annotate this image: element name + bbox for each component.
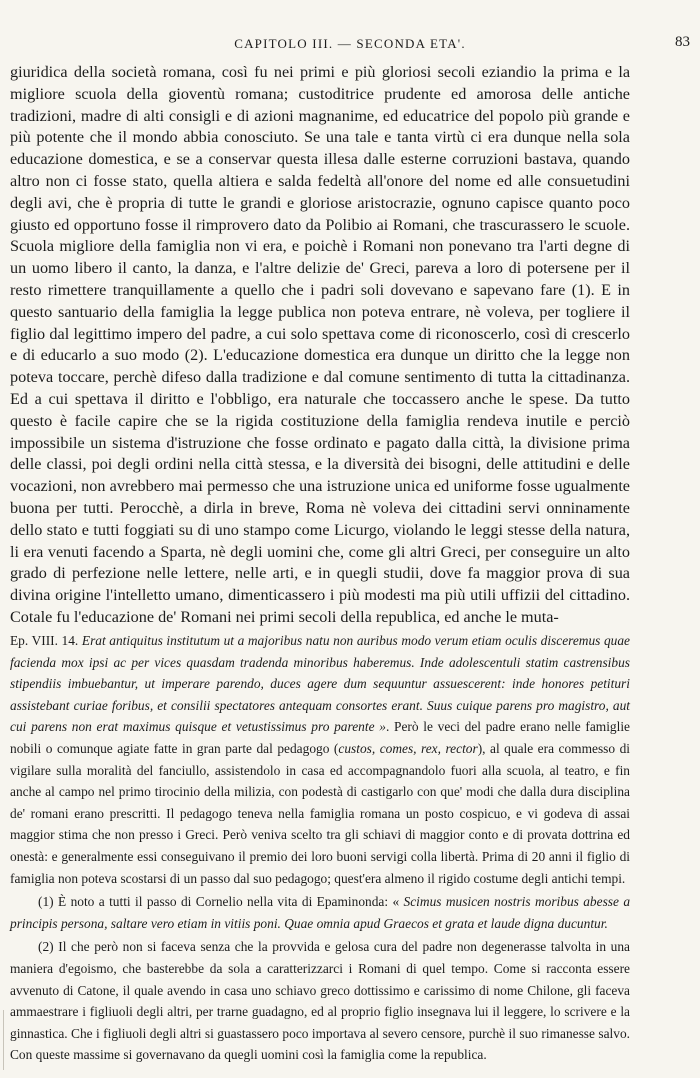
footnote-1 xyxy=(10,891,630,934)
footnote-1-text: È noto a tutti il passo di Cornelio nella vita di Epaminonda: « xyxy=(58,894,400,910)
footnote-epistle-ref: Ep. VIII. 14. xyxy=(10,633,79,648)
footnote-epistle xyxy=(10,630,630,889)
footnote-epistle-text-after: ), al quale era commesso di vigilare sulla moralità del fanciullo, assistendolo in casa ed accompagnandolo fuori alla scuola, al teatro, e fin anche al campo nel primo tirocinio della milizia, con podestà di castigarlo con que' modi che dalla dura disciplina de' romani erano prescritti. Il pedagogo teneva nella famiglia romana un posto cospicuo, e vi godeva di assai maggior stima che non presso i Greci. Però veniva scelto tra gli schiavi di maggior conto e di provata dottrina ed onestà: e generalmente essi conseguivano il premio dei loro buoni servigi colla libertà. Prima di 20 anni il figlio di famiglia non poteva scostarsi di un passo dal suo pedagogo; quest'era almeno il rigido costume degli antichi tempi. xyxy=(10,740,630,886)
footnote-1-quote: Scimus musicen nostris moribus abesse a principis persona, saltare vero etiam in vitiis poni. Quae omnia apud Graecos et grata et laude digna ducuntur. xyxy=(10,894,631,931)
main-paragraph: giuridica della società romana, così fu nei primi e più gloriosi secoli eziandio la prima e la migliore scuola della gioventù romana; custoditrice prudente ed amorosa delle antiche tradizioni, madre di alti consigli e di azioni magnanime, ed educatrice del popolo più grande e più potente che il mondo abbia conosciuto. Se una tale e tanta virtù ci era dunque nella sola educazione domestica, e se a conservar questa illesa dalle esterne corruzioni bastava, quando altro non ci fosse stato, quella altiera e salda fedeltà all'onore del nome ed alle consuetudini degli avi, che è propria di tutte le grandi e gloriose aristocrazie, ognuno capisce quanto poco giusto ed opportuno fosse il rimprovero dato da Polibio ai Romani, che trascurassero le scuole. Scuola migliore della famiglia non vi era, e poichè i Romani non ponevano tra l'arti degne di un uomo libero il canto, la danza, e l'altre delizie de' Greci, pareva a loro di potersene per il resto rimettere tranquillamente a quello che i padri soli dovevano e sapevano fare (1). E in questo santuario della famiglia la legge publica non poteva entrare, nè voleva, per togliere il figlio dal legittimo impero del padre, a cui solo spettava come di riconoscerlo, così di crescerlo e di educarlo a suo modo (2). L'educazione domestica era dunque un diritto che la legge non poteva toccare, perchè difeso dalla tradizione e dal comune sentimento di tutta la cittadinanza. Ed a cui spettava il diritto e l'obbligo, era naturale che toccassero anche le spese. Da tutto questo è facile capire che se la rigida costituzione della famiglia rendeva inutile e perciò impossibile un sistema d'istruzione che fosse ordinato e pagato dalla città, la divisione prima delle classi, poi degli ordini nella città stessa, e la diversità dei bisogni, delle attitudini e delle vocazioni, non avrebbero mai permesso che una istruzione unica ed uniforme fosse ugualmente buona per tutti. Perocchè, a dirla in breve, Roma nè voleva dei cittadini servi onninamente dello stato e tutti foggiati su di uno stampo come Licurgo, violando le leggi stesse della natura, li era venuti facendo a Sparta, nè degli uomini che, come gli altri Greci, per conseguire un alto grado di perfezione nelle lettere, nelle arti, e in quegli studii, dove fa maggior prova di sua divina origine l'intelletto umano, dimenticassero i più modesti ma più utili uffizii del cittadino. Cotale fu l'educazione de' Romani nei primi secoli della republica, ed anche le muta- xyxy=(10,63,630,626)
footnote-2-mark: (2) xyxy=(38,939,54,955)
running-head xyxy=(10,36,690,56)
footnote-epistle-text: . Però le veci del padre erano nelle famiglie nobili o comunque agiate fatte in gran parte dal pedagogo ( xyxy=(10,719,630,756)
page-number: 83 xyxy=(675,34,690,50)
footnote-2 xyxy=(10,936,630,1066)
running-title: CAPITOLO III. — SECONDA ETA'. xyxy=(234,36,466,51)
footnote-1-mark: (1) xyxy=(38,894,54,910)
footnote-epistle-quote: Erat antiquitus institutum ut a majoribus natu non auribus modo verum etiam oculis disceremus quae facienda mox ipsi ac per vices quasdam tradenda minoribus haberemus. Inde adolescentuli statim castrensibus stipendiis imbuebantur, ut imperare parendo, duces agere dum sequuntur assuescerent: inde honores petituri assistebant curiae foribus, et consilii spectatores antequam consortes erant. Suus cuique parens pro magistro, aut cui parens non erat maximus quisque et vetustissimus pro parente » xyxy=(10,633,630,735)
footnote-epistle-roles: custos, comes, rex, rector xyxy=(338,740,478,756)
footnotes xyxy=(10,630,630,1066)
footnote-2-text: Il che però non si faceva senza che la provvida e gelosa cura del padre non degenerasse talvolta in una maniera d'egoismo, che basterebbe da sola a caratterizzarci i Romani di quel tempo. Come si racconta essere avvenuto di Catone, il quale avendo in casa uno schiavo greco dottissimo e carissimo di nome Chilone, gli faceva ammaestrare i figliuoli degli altri, per trarne guadagno, ed al proprio figlio insegnava lui il leggere, lo scrivere e la ginnastica. Che i figliuoli degli altri si guastassero poco importava al severo censore, purchè il suo rimanesse salvo. Con queste massime si governavano da quegli uomini così la famiglia come la republica. xyxy=(10,939,630,1063)
binding-edge-mark xyxy=(3,1010,4,1070)
